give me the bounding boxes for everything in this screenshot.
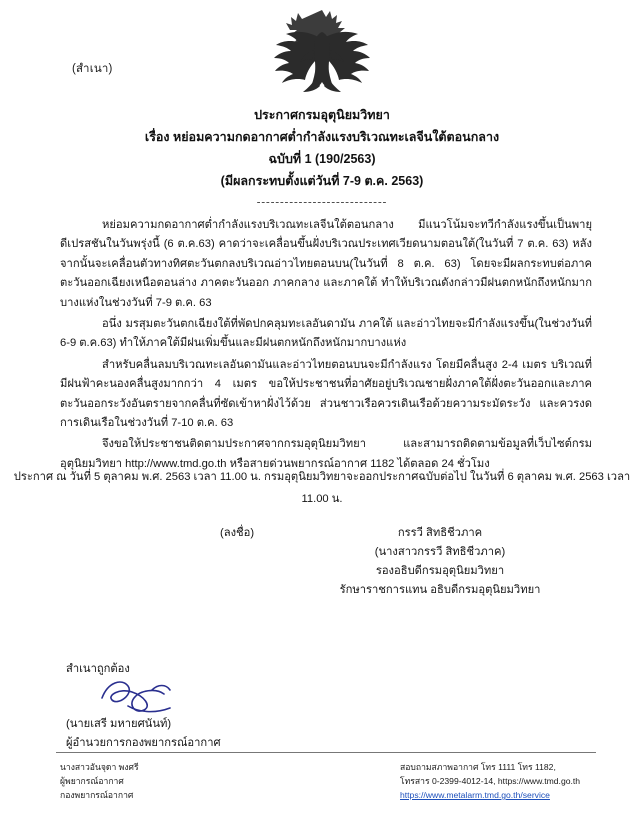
certification-position: ผู้อำนวยการกองพยากรณ์อากาศ xyxy=(66,737,221,749)
footer-left xyxy=(60,760,340,802)
signature-name: กรรวี สิทธิชีวภาค xyxy=(397,527,483,539)
footer-service-link[interactable]: https://www.metalarm.tmd.go.th/service xyxy=(400,790,550,800)
body-paragraph-3: สำหรับคลื่นลมบริเวณทะเลอันดามันและอ่าวไทยตอนบนจะมีกำลังแรง โดยมีคลื่นสูง 2-4 เมตร บริเวณที่มีฝนฟ้าคะนองคลื่นสูงมากกว่า 4 เมตร ขอให้ประชาชนที่อาศัยอยู่บริเวณชายฝั่งภาคใต้ฝั่งตะวันออกและภาคตะวันออกระวังอันตรายจากคลื่นที่ซัดเข้าหาฝั่งไว้ด้วย ส่วนชาวเรือควรเดินเรือด้วยความระมัดระวัง และควรงดการเดินเรือในช่วงวันที่ 7-10 ต.ค. 63 xyxy=(60,358,592,430)
dateline-next-issue: กรมอุตุนิยมวิทยาจะออกประกาศฉบับต่อไป ในวันที่ 6 ตุลาคม พ.ศ. 2563 เวลา 11.00 น. xyxy=(264,471,631,505)
footer-divider xyxy=(56,752,596,753)
certification-label: สำเนาถูกต้อง xyxy=(66,663,130,675)
handwritten-signature-icon xyxy=(98,676,188,716)
footer-right-line-1: สอบถามสภาพอากาศ โทร 1111 โทร 1182, xyxy=(400,762,556,772)
document-datelines xyxy=(0,466,644,510)
garuda-emblem-icon xyxy=(0,8,644,101)
signature-block xyxy=(220,524,580,600)
signature-name-paren: (นางสาวกรรวี สิทธิชีวภาค) xyxy=(374,546,506,558)
signature-position-2: รักษาราชการแทน อธิบดีกรมอุตุนิยมวิทยา xyxy=(339,584,541,596)
document-heading xyxy=(0,104,644,192)
heading-line-3: ฉบับที่ 1 (190/2563) xyxy=(268,152,376,166)
signature-label: (ลงชื่อ) xyxy=(220,527,255,539)
document-body xyxy=(60,216,592,476)
heading-line-2: เรื่อง หย่อมความกดอากาศต่ำกำลังแรงบริเวณทะเลจีนใต้ตอนกลาง xyxy=(144,130,500,144)
heading-separator: ---------------------------- xyxy=(256,196,388,208)
footer-right xyxy=(400,760,644,802)
footer-left-line-3: กองพยากรณ์อากาศ xyxy=(60,790,134,800)
footer-right-line-2: โทรสาร 0-2399-4012-14, https://www.tmd.go.th xyxy=(400,776,581,786)
dateline-issued: ประกาศ ณ วันที่ 5 ตุลาคม พ.ศ. 2563 เวลา 11.00 น. xyxy=(13,471,261,483)
heading-line-4: (มีผลกระทบตั้งแต่วันที่ 7-9 ต.ค. 2563) xyxy=(220,174,424,188)
certification-name: (นายเสรี มหายศนันท์) xyxy=(66,718,172,730)
copy-mark: (สำเนา) xyxy=(72,63,113,75)
footer-left-line-1: นางสาวอันจุดา พงศรี xyxy=(60,762,139,772)
body-paragraph-2: อนึ่ง มรสุมตะวันตกเฉียงใต้ที่พัดปกคลุมทะเลอันดามัน ภาคใต้ และอ่าวไทยจะมีกำลังแรงขึ้น(ในช่วงวันที่ 6-9 ต.ค.63) ทำให้ภาคใต้มีฝนเพิ่มขึ้นและมีฝนตกหนักถึงหนักมากบางแห่ง xyxy=(60,318,592,350)
body-paragraph-1: หย่อมความกดอากาศต่ำกำลังแรงบริเวณทะเลจีนใต้ตอนกลาง มีแนวโน้มจะทวีกำลังแรงขึ้นเป็นพายุดีเปรสชันในวันพรุ่งนี้ (6 ต.ค.63) คาดว่าจะเคลื่อนขึ้นฝั่งบริเวณประเทศเวียดนามตอนใต้(ในวันที่ 7 ต.ค. 63) หลังจากนั้นจะเคลื่อนตัวทางทิศตะวันตกลงบริเวณอ่าวไทยตอนบน(ในวันที่ 8 ต.ค. 63) โดยจะมีผลกระทบต่อภาคตะวันออกเฉียงเหนือตอนล่าง ภาคตะวันออก ภาคกลาง และภาคใต้ ทำให้บริเวณดังกล่าวมีฝนตกหนักถึงหนักมากบางแห่งในช่วงวันที่ 7-9 ต.ค. 63 xyxy=(60,219,592,309)
heading-line-1: ประกาศกรมอุตุนิยมวิทยา xyxy=(254,108,390,122)
signature-position-1: รองอธิบดีกรมอุตุนิยมวิทยา xyxy=(375,565,505,577)
footer-left-line-2: ผู้พยากรณ์อากาศ xyxy=(60,776,124,786)
body-paragraph-4: จึงขอให้ประชาชนติดตามประกาศจากกรมอุตุนิยมวิทยา และสามารถติดตามข้อมูลที่เว็บไซต์กรมอุตุนิยมวิทยา http://www.tmd.go.th หรือสายด่วนพยากรณ์อากาศ 1182 ได้ตลอด 24 ชั่วโมง xyxy=(60,438,592,470)
